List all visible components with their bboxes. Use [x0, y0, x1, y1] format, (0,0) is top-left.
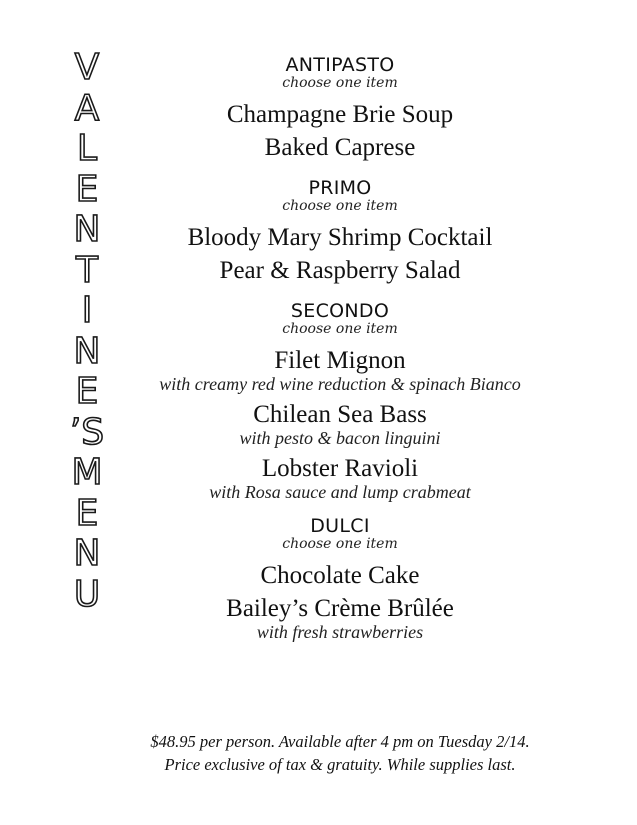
- menu-item-description: with creamy red wine reduction & spinach Bianco: [159, 374, 521, 394]
- title-letter: E: [75, 492, 99, 534]
- footer-price-line: $48.95 per person. Available after 4 pm on Tuesday 2/14.: [150, 732, 530, 751]
- title-letter: V: [74, 47, 100, 88]
- section-title: ANTIPASTO: [285, 54, 395, 76]
- section-title: SECONDO: [290, 300, 390, 322]
- menu-item-name: Champagne Brie Soup: [226, 101, 454, 128]
- section-primo: [120, 178, 560, 287]
- title-letter: N: [73, 209, 101, 250]
- section-dulci: [120, 516, 560, 642]
- menu-item-name: Lobster Ravioli: [261, 455, 419, 482]
- menu-item-name: Bailey’s Crème Brûlée: [226, 595, 454, 622]
- vertical-title: [62, 48, 112, 615]
- menu-item-name: Pear & Raspberry Salad: [219, 257, 461, 284]
- menu-item-description: with Rosa sauce and lump crabmeat: [209, 482, 471, 502]
- menu-item-name: Filet Mignon: [274, 347, 406, 374]
- section-title: DULCI: [310, 515, 370, 537]
- menu-item-description: with pesto & bacon linguini: [239, 428, 441, 448]
- menu-body: [120, 55, 560, 656]
- section-subtitle: choose one item: [282, 321, 398, 337]
- menu-item-name: Bloody Mary Shrimp Cocktail: [187, 224, 493, 251]
- section-subtitle: choose one item: [282, 75, 398, 91]
- menu-item-name: Chilean Sea Bass: [253, 401, 427, 428]
- title-letter: A: [74, 87, 100, 129]
- title-letter: I: [81, 290, 93, 331]
- menu-item-description: with fresh strawberries: [256, 622, 424, 642]
- title-letter: L: [76, 128, 98, 169]
- title-letter: N: [73, 330, 101, 372]
- title-letter: N: [73, 533, 101, 574]
- section-antipasto: [120, 55, 560, 164]
- title-letter: ’S: [69, 411, 105, 453]
- section-subtitle: choose one item: [282, 198, 398, 214]
- menu-item-name: Baked Caprese: [264, 134, 416, 161]
- section-secondo: [120, 301, 560, 502]
- section-subtitle: choose one item: [282, 536, 398, 552]
- title-letter: E: [75, 371, 99, 412]
- section-title: PRIMO: [308, 177, 372, 199]
- footer-disclaimer-line: Price exclusive of tax & gratuity. While supplies last.: [164, 755, 516, 774]
- title-letter: T: [76, 249, 98, 291]
- title-letter: U: [73, 573, 101, 615]
- menu-item-name: Chocolate Cake: [260, 562, 420, 589]
- title-letter: M: [71, 452, 103, 493]
- footer-note: [110, 730, 570, 776]
- title-letter: E: [75, 168, 99, 210]
